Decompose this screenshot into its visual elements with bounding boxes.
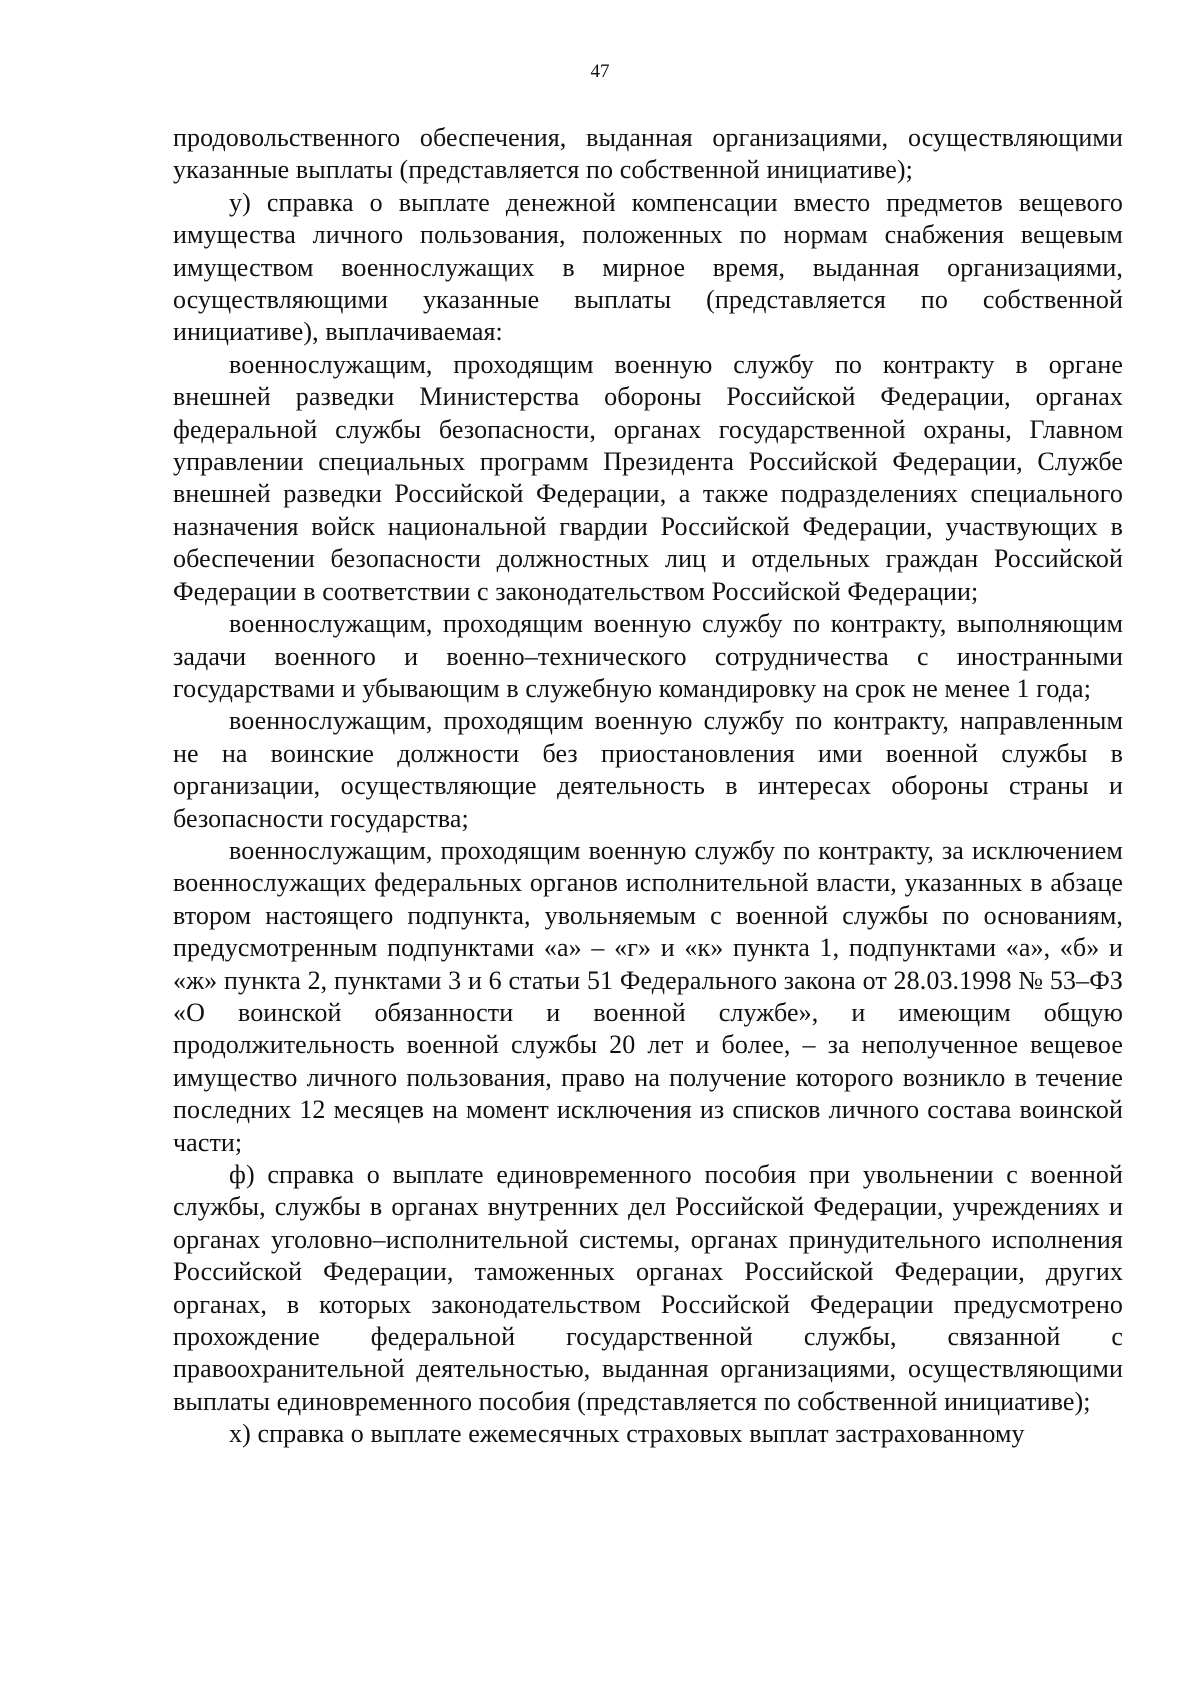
paragraph-subitem-4: военнослужащим, проходящим военную службу по контракту, за исключением военнослужащих федеральных органов исполнительной власти, указанных в абзаце втором настоящего подпункта, увольняемым с военной службы по основаниям, предусмотренным подпунктами «а» – «г» и «к» пункта 1, подпунктами «а», «б» и «ж» пункта 2, пунктами 3 и 6 статьи 51 Федерального закона от 28.03.1998 № 53–ФЗ «О воинской обязанности и военной службе», и имеющим общую продолжительность военной службы 20 лет и более, – за неполученное вещевое имущество личного пользования, право на получение которого возникло в течение последних 12 месяцев на момент исключения из списков личного состава воинской части;: [173, 835, 1123, 1157]
paragraph-subitem-1: военнослужащим, проходящим военную службу по контракту в органе внешней разведки Министерства обороны Российской Федерации, органах федеральной службы безопасности, органах государственной охраны, Главном управлении специальных программ Президента Российской Федерации, Службе внешней разведки Российской Федерации, а также подразделениях специального назначения войск национальной гвардии Российской Федерации, участвующих в обеспечении безопасности должностных лиц и отдельных граждан Российской Федерации в соответствии с законодательством Российской Федерации;: [173, 349, 1123, 606]
paragraph-item-kh: х) справка о выплате ежемесячных страховых выплат застрахованному: [229, 1419, 1025, 1449]
paragraph-item-f: ф) справка о выплате единовременного пособия при увольнении с военной службы, службы в органах внутренних дел Российской Федерации, учреждениях и органах уголовно–исполнительной системы, органах принудительного исполнения Российской Федерации, таможенных органах Российской Федерации, других органах, в которых законодательством Российской Федерации предусмотрено прохождение федеральной государственной службы, связанной с правоохранительной деятельностью, выданная организациями, осуществляющими выплаты единовременного пособия (представляется по собственной инициативе);: [173, 1160, 1123, 1416]
paragraph-item-u: у) справка о выплате денежной компенсации вместо предметов вещевого имущества личного пользования, положенных по нормам снабжения вещевым имуществом военнослужащих в мирное время, выданная организациями, осуществляющими указанные выплаты (представляется по собственной инициативе), выплачиваемая:: [173, 187, 1123, 347]
document-body: [173, 122, 1123, 1451]
page-number: 47: [590, 61, 610, 82]
paragraph-subitem-2: военнослужащим, проходящим военную службу по контракту, выполняющим задачи военного и военно–технического сотрудничества с иностранными государствами и убывающим в служебную командировку на срок не менее 1 года;: [173, 609, 1123, 703]
paragraph-subitem-3: военнослужащим, проходящим военную службу по контракту, направленным не на воинские должности без приостановления ими военной службы в организации, осуществляющие деятельность в интересах обороны страны и безопасности государства;: [173, 706, 1123, 833]
paragraph-continuation: продовольственного обеспечения, выданная организациями, осуществляющими указанные выплаты (представляется по собственной инициативе);: [173, 123, 1123, 185]
